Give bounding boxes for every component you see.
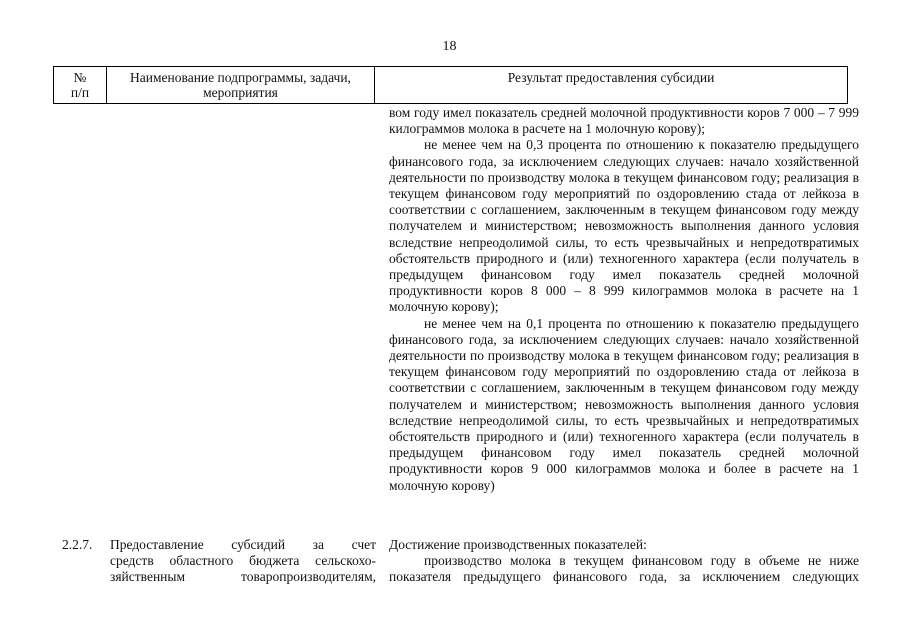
- result-paragraph-1: вом году имел показатель средней молочной продуктивности коров 7 000 – 7 999 килограммов молока в расчете на 1 молочную корову);: [389, 105, 859, 137]
- result-paragraph-3: не менее чем на 0,1 процента по отношению к показателю предыдущего финансового года, за исключением следующих случаев: начало хозяйственной деятельности по производству молока в текущем финансовом году; реализация в текущем финансовом году мероприятий по оздоровлению стада от лейкоза в соответствии с соглашением, заключенным в текущем финансовом году между получателем и министерством; невозможность выполнения данного условия вследствие непреодолимой силы, то есть чрезвычайных и непредотвратимых обстоятельств природного и (или) техногенного характера (если получатель в предыдущем финансовом году имел показатель средней молочной продуктивности коров 9 000 килограммов молока и более в расчете на 1 молочную корову): [389, 315, 859, 493]
- header-result-label: Результат предоставления субсидии: [507, 70, 715, 85]
- header-cell-result: [375, 67, 848, 104]
- page-number: 18: [442, 39, 457, 54]
- table-header: [53, 66, 848, 104]
- result-continuation: [389, 105, 859, 494]
- header-name-line2: мероприятия: [203, 85, 278, 100]
- header-number-line2: п/п: [70, 85, 90, 100]
- row-result-line2: производство молока в текущем финансовом году в объеме не ниже показателя предыдущего финансового года, за исключением следующих: [389, 553, 859, 585]
- row-name-line3: зяйственным товаропроизводителям,: [110, 569, 376, 585]
- header-number-line1: №: [73, 69, 87, 85]
- row-result-2-2-7: [389, 537, 859, 586]
- row-number-2-2-7: 2.2.7.: [62, 537, 93, 552]
- result-paragraph-2: не менее чем на 0,3 процента по отношению к показателю предыдущего финансового года, за исключением следующих случаев: начало хозяйственной деятельности по производству молока в текущем финансовом году; реализация в текущем финансовом году мероприятий по оздоровлению стада от лейкоза в соответствии с соглашением, заключенным в текущем финансовом году между получателем и министерством; невозможность выполнения данного условия вследствие непреодолимой силы, то есть чрезвычайных и непредотвратимых обстоятельств природного и (или) техногенного характера (если получатель в предыдущем финансовом году имел показатель средней молочной продуктивности коров 8 000 – 8 999 килограммов молока в расчете на 1 молочную корову);: [389, 137, 859, 315]
- row-name-2-2-7: [110, 537, 376, 586]
- row-result-line1: Достижение производственных показателей:: [389, 537, 647, 552]
- row-name-line2: средств областного бюджета сельскохо-: [110, 553, 376, 569]
- row-name-line1: Предоставление субсидий за счет: [110, 537, 376, 552]
- header-cell-number: [54, 67, 107, 104]
- header-cell-name: [107, 67, 375, 104]
- header-name-line1: Наименование подпрограммы, задачи,: [130, 69, 351, 85]
